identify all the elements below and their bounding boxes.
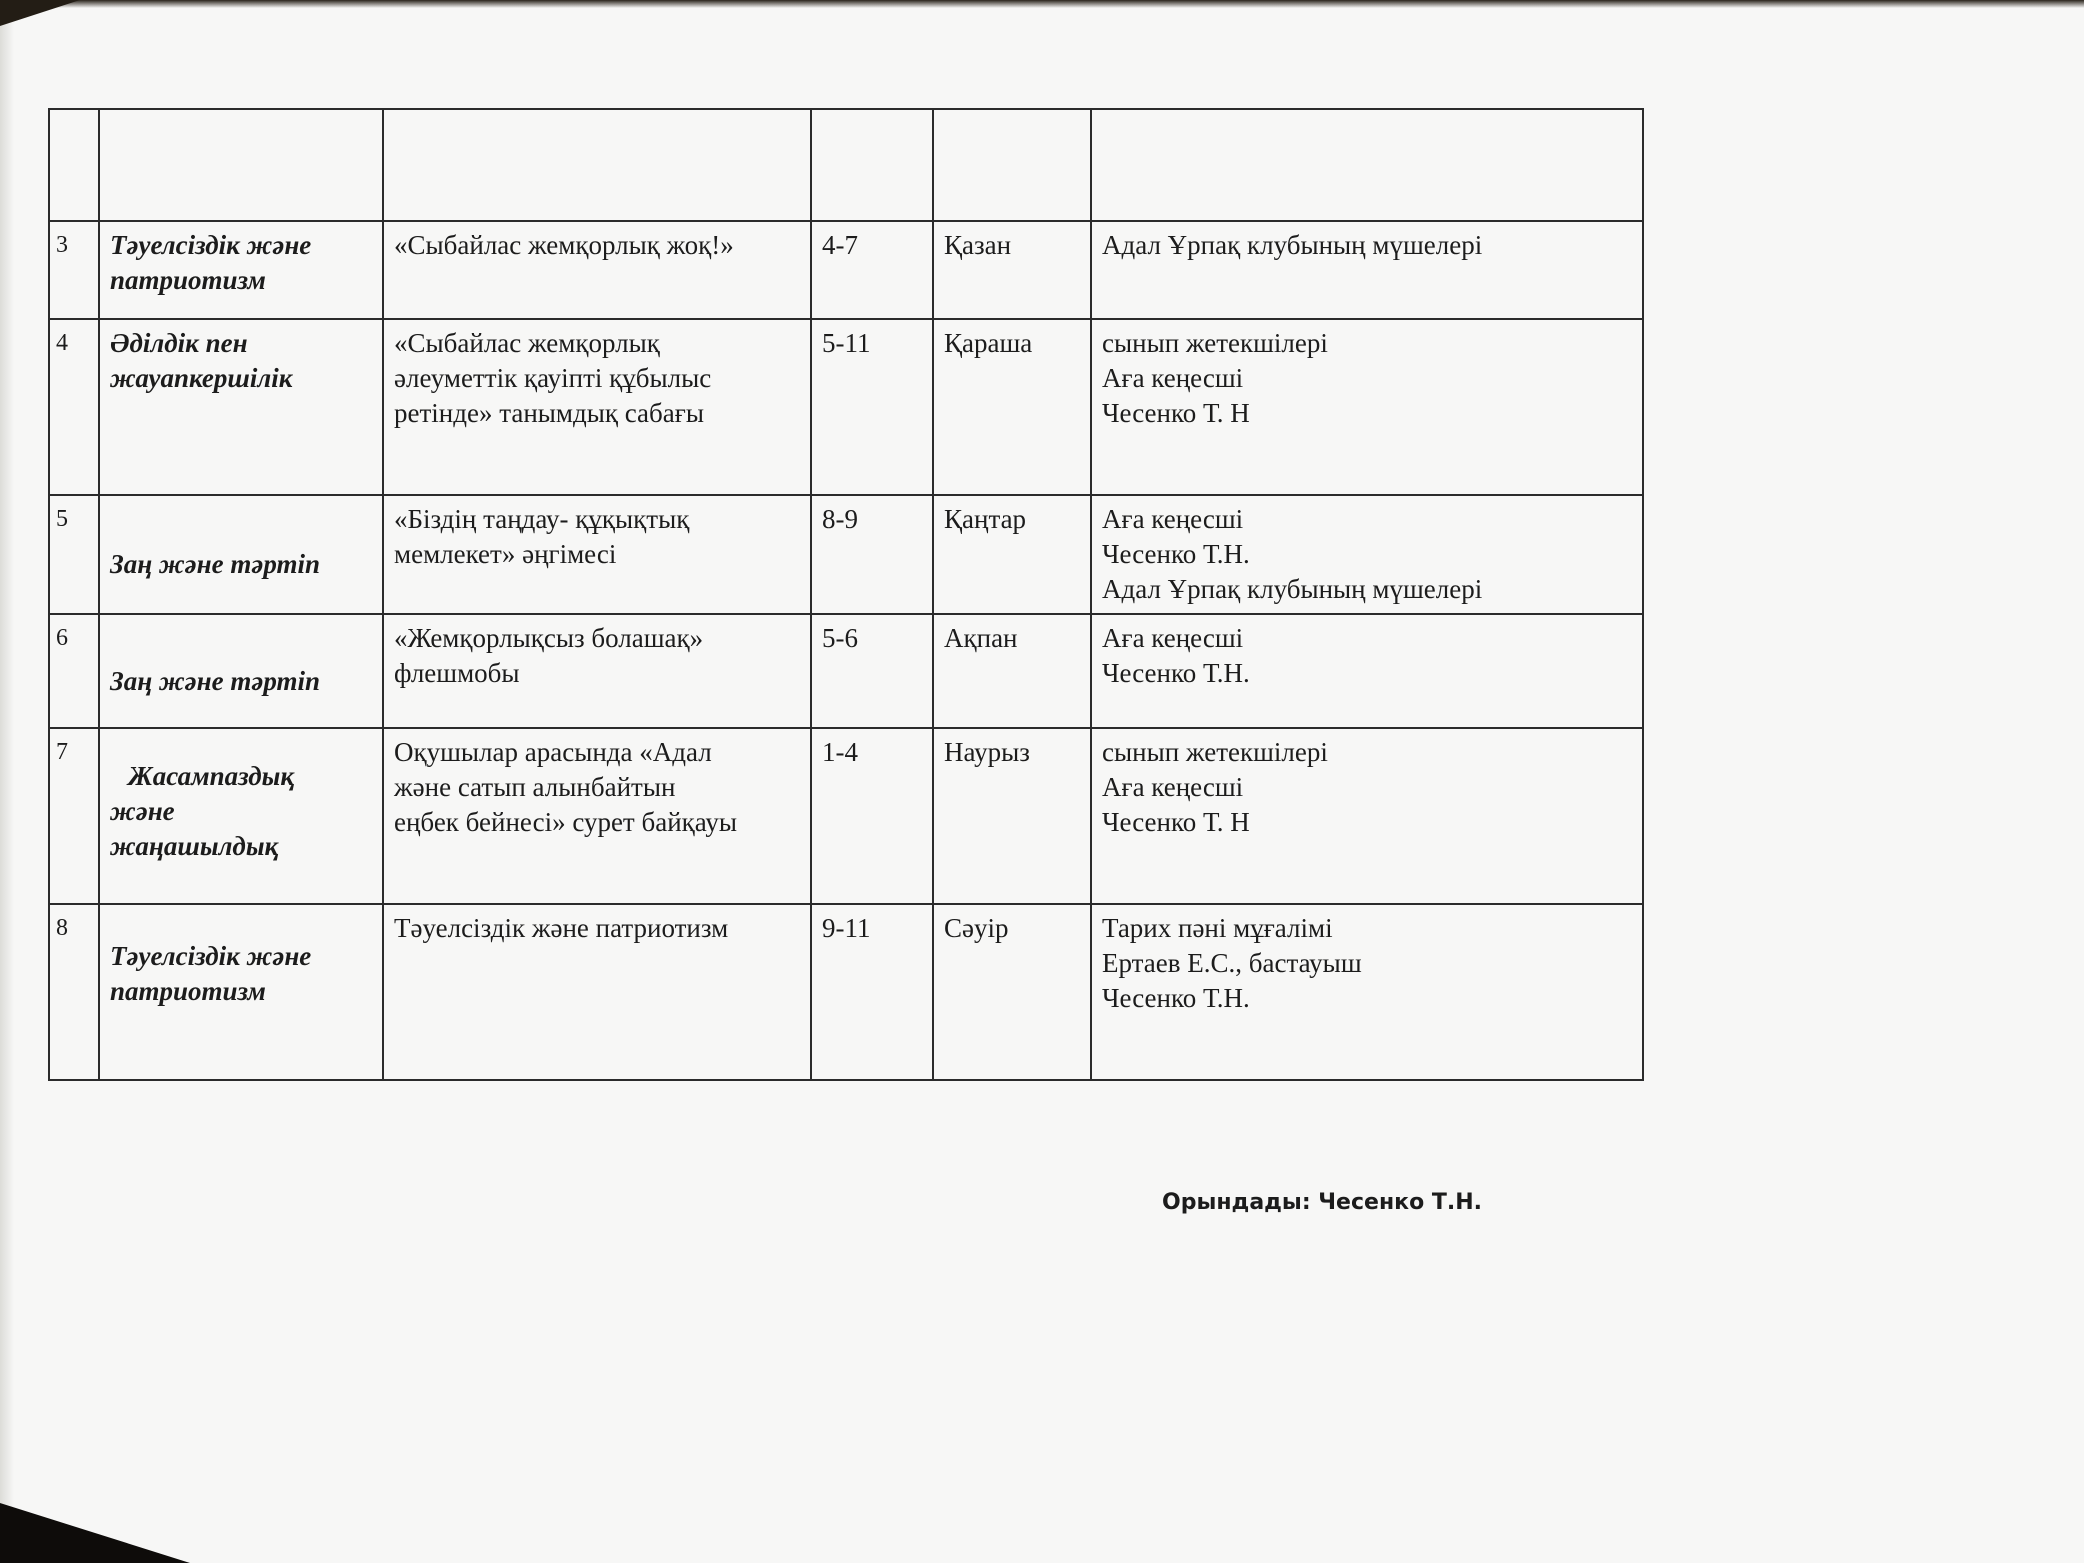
value-line: Заң және тәртіп bbox=[110, 665, 321, 696]
value-cell bbox=[99, 495, 383, 614]
responsible-line: сынып жетекшілері bbox=[1102, 737, 1328, 767]
value-cell bbox=[99, 319, 383, 495]
event-line: Тәуелсіздік және патриотизм bbox=[394, 913, 729, 943]
event-line: «Біздің таңдау- құқықтық bbox=[394, 504, 690, 534]
responsible-cell bbox=[1091, 319, 1643, 495]
page-corner-top-left bbox=[0, 0, 80, 26]
value-cell bbox=[99, 221, 383, 319]
row-number: 7 bbox=[49, 728, 99, 904]
table-row bbox=[49, 319, 1643, 495]
event-cell bbox=[383, 319, 811, 495]
grades-cell: 4-7 bbox=[811, 221, 933, 319]
event-line: еңбек бейнесі» сурет байқауы bbox=[394, 807, 738, 837]
value-line: және bbox=[110, 796, 175, 826]
event-line: флешмобы bbox=[394, 658, 520, 688]
row-number: 5 bbox=[49, 495, 99, 614]
responsible-line: Адал Ұрпақ клубының мүшелері bbox=[1102, 574, 1483, 604]
grades-cell: 8-9 bbox=[811, 495, 933, 614]
event-cell bbox=[383, 904, 811, 1080]
grades-cell: 9-11 bbox=[811, 904, 933, 1080]
month-cell: Ақпан bbox=[933, 614, 1091, 728]
event-cell bbox=[383, 614, 811, 728]
value-line: Тәуелсіздік және bbox=[110, 941, 312, 971]
row-number: 6 bbox=[49, 614, 99, 728]
responsible-line: Аға кеңесші bbox=[1102, 772, 1244, 802]
responsible-line: Адал Ұрпақ клубының мүшелері bbox=[1102, 230, 1483, 260]
month-cell: Қаңтар bbox=[933, 495, 1091, 614]
event-line: Оқушылар арасында «Адал bbox=[394, 737, 712, 767]
table-row bbox=[49, 728, 1643, 904]
value-cell bbox=[99, 904, 383, 1080]
responsible-line: Аға кеңесші bbox=[1102, 363, 1244, 393]
value-line: Әділдік пен bbox=[110, 328, 248, 358]
event-cell bbox=[383, 728, 811, 904]
month-cell bbox=[933, 109, 1091, 221]
table-row bbox=[49, 614, 1643, 728]
responsible-cell bbox=[1091, 904, 1643, 1080]
row-number: 3 bbox=[49, 221, 99, 319]
month-cell: Қазан bbox=[933, 221, 1091, 319]
responsible-line: Чесенко Т.Н. bbox=[1102, 658, 1250, 688]
grades-cell: 5-6 bbox=[811, 614, 933, 728]
table-row bbox=[49, 495, 1643, 614]
page-edge-shading bbox=[0, 0, 14, 1563]
responsible-cell bbox=[1091, 614, 1643, 728]
value-line: жаңашылдық bbox=[110, 831, 279, 861]
value-line: Заң және тәртіп bbox=[110, 549, 321, 579]
event-line: ретінде» танымдық сабағы bbox=[394, 398, 704, 428]
signature-line: Орындады: Чесенко Т.Н. bbox=[1162, 1190, 1482, 1215]
page-corner-bottom-left bbox=[0, 1503, 190, 1563]
event-line: «Сыбайлас жемқорлық жоқ!» bbox=[394, 230, 734, 260]
event-line: мемлекет» әңгімесі bbox=[394, 539, 617, 569]
responsible-line: Ертаев Е.С., бастауыш bbox=[1102, 948, 1362, 978]
event-cell bbox=[383, 221, 811, 319]
grades-cell: 5-11 bbox=[811, 319, 933, 495]
value-line: патриотизм bbox=[110, 976, 266, 1006]
responsible-line: Чесенко Т.Н. bbox=[1102, 539, 1250, 569]
event-cell bbox=[383, 495, 811, 614]
event-line: және сатып алынбайтын bbox=[394, 772, 676, 802]
grades-cell: 1-4 bbox=[811, 728, 933, 904]
event-line: «Жемқорлықсыз болашақ» bbox=[394, 623, 704, 653]
value-cell bbox=[99, 109, 383, 221]
responsible-line: сынып жетекшілері bbox=[1102, 328, 1328, 358]
table-row bbox=[49, 221, 1643, 319]
row-number: 8 bbox=[49, 904, 99, 1080]
value-line: жауапкершілік bbox=[110, 363, 293, 393]
page-top-shadow bbox=[0, 0, 2084, 8]
value-cell bbox=[99, 614, 383, 728]
value-cell bbox=[99, 728, 383, 904]
responsible-cell bbox=[1091, 728, 1643, 904]
responsible-line: Тарих пәні мұғалімі bbox=[1102, 913, 1333, 943]
month-cell: Сәуір bbox=[933, 904, 1091, 1080]
responsible-line: Чесенко Т. Н bbox=[1102, 398, 1250, 428]
responsible-line: Чесенко Т.Н. bbox=[1102, 983, 1250, 1013]
table-row bbox=[49, 904, 1643, 1080]
month-cell: Наурыз bbox=[933, 728, 1091, 904]
responsible-cell bbox=[1091, 109, 1643, 221]
event-line: әлеуметтік қауіпті құбылыс bbox=[394, 363, 712, 393]
event-line: «Сыбайлас жемқорлық bbox=[394, 328, 660, 358]
value-line: патриотизм bbox=[110, 265, 266, 295]
event-cell bbox=[383, 109, 811, 221]
value-line: Жасампаздық bbox=[128, 761, 295, 791]
responsible-line: Чесенко Т. Н bbox=[1102, 807, 1250, 837]
responsible-line: Аға кеңесші bbox=[1102, 504, 1244, 534]
row-number bbox=[49, 109, 99, 221]
event-plan-table bbox=[48, 108, 1644, 1081]
value-line: Тәуелсіздік және bbox=[110, 230, 312, 260]
month-cell: Қараша bbox=[933, 319, 1091, 495]
row-number: 4 bbox=[49, 319, 99, 495]
grades-cell bbox=[811, 109, 933, 221]
responsible-cell bbox=[1091, 221, 1643, 319]
responsible-cell bbox=[1091, 495, 1643, 614]
table-row bbox=[49, 109, 1643, 221]
responsible-line: Аға кеңесші bbox=[1102, 623, 1244, 653]
